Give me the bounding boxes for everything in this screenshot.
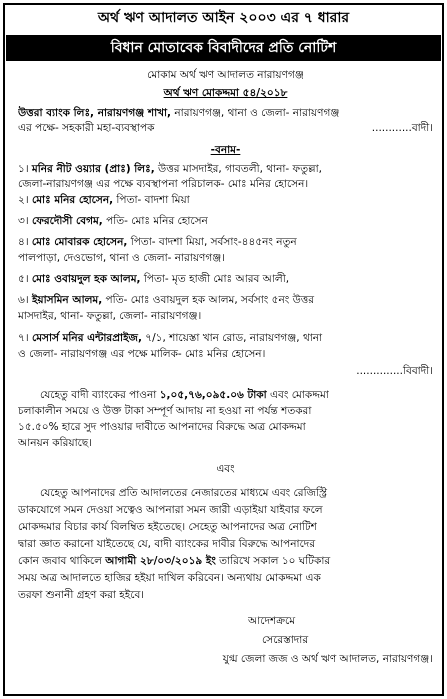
- defendant-6-line-2: মাসদাইর, থানা- ফতুল্লা, জেলা- নারায়ণগঞ্জ।: [18, 310, 202, 322]
- plaintiff-label: ............বাদী।: [371, 122, 433, 134]
- para1-line-1: [40, 388, 433, 403]
- defendant-name: মোঃ মনির হোসেন,: [31, 194, 114, 206]
- para1-text: যেহেতু বাদী ব্যাংকের পাওনা: [40, 389, 160, 401]
- notice-subtitle-banner: বিধান মোতাবেক বিবাদীদের প্রতি নোটিশ: [6, 35, 441, 61]
- signature-by-order: আদেশক্রমে: [248, 615, 296, 627]
- para1-line-4: আনয়ন করিয়াছে।: [18, 437, 92, 449]
- plaintiff-name: উত্তরা ব্যাংক লিঃ, নারায়ণগঞ্জ শাখা,: [18, 107, 172, 119]
- signature-clerk: সেরেস্তাদার: [262, 634, 309, 646]
- para2-text: তারিখে সকাল ১০ ঘটিকার: [215, 555, 331, 567]
- para2-line-5: [18, 554, 433, 569]
- defendant-6: [18, 293, 433, 308]
- defendant-name: মোঃ ওবায়দুল হক আলম,: [31, 273, 141, 285]
- defendant-number: ৪।: [18, 236, 29, 248]
- defendant-detail: পিতা- মৃত হাজী মোঃ আরব আলী,: [140, 273, 290, 285]
- defendant-number: ২।: [18, 194, 29, 206]
- defendant-5: [18, 272, 433, 287]
- para2-text: কোন জবাব থাকিলে: [18, 555, 106, 567]
- para2-line-4: দ্বারা জ্ঞাত করানো যাইতেছে যে, বাদী ব্যাংকের দাবীর বিরুদ্ধে আপনাদের: [18, 538, 316, 550]
- defendant-detail: পিতা- বাদশা মিয়া: [113, 194, 190, 206]
- defendant-2: [18, 193, 433, 208]
- plaintiff-line-2: [18, 121, 433, 136]
- hearing-date: আগামী ২৮/০৩/২০১৯ ইং: [105, 555, 216, 567]
- defendant-number: ৭।: [18, 332, 29, 344]
- para1-text: এবং মোকদ্দমা: [266, 389, 329, 401]
- defendant-detail: পতি- মোঃ ওবায়দুল হক আলম, সর্বসাং ৫নং উত্তর: [102, 294, 315, 306]
- defendant-detail: ৭/১, শায়েস্তা খান রোড, নারায়ণগঞ্জ, থানা: [141, 332, 323, 344]
- defendant-number: ৬।: [18, 294, 29, 306]
- defendant-detail: উত্তর মাসদাইর, গাবতলী, থানা- ফতুল্লা,: [154, 163, 322, 175]
- defendant-label: ..............বিবাদী।: [356, 365, 433, 377]
- para2-line-3: মোকদ্দমার বিচার কার্য বিলম্বিত হইতেছে। সেহেতু আপনাদের অত্র নোটিশ: [18, 521, 317, 533]
- defendant-7: [18, 331, 433, 346]
- defendant-name: মোঃ মোবারক হোসেন,: [31, 236, 128, 248]
- defendant-number: ৫।: [18, 273, 29, 285]
- para2-line-6: সময় অত্র আদালতে হাজির হইয়া দাখিল করিবেন। অন্যথায় মোকদ্দমা এক: [18, 572, 321, 584]
- defendant-detail: পিতা- বাদশা মিয়া, সর্বসাং-৪৪৫নং নতুন: [127, 236, 297, 248]
- defendant-name: ইয়াসমিন আলম,: [31, 294, 103, 306]
- para2-line-7: তরফা শুনানী গ্রহণ করা হইবে।: [18, 589, 145, 601]
- plaintiff-address: নারায়ণগঞ্জ, থানা ও জেলা- নারায়ণগঞ্জ: [171, 107, 340, 119]
- case-number: অর্থ ঋণ মোকদ্দমা ৫৪/২০১৮: [163, 87, 288, 99]
- defendant-name: মনির নীট ওয়্যার (প্রাঃ) লিঃ,: [31, 163, 155, 175]
- para2-line-2: ডাকযোগে সমন দেওয়া সত্বেও আপনারা সমন জারী এড়াইয়া যাইবার ফলে: [18, 504, 323, 516]
- defendant-7-line-2: ও জেলা- নারায়ণগঞ্জ এর পক্ষে মালিক- মোঃ মনির হোসেন।: [18, 348, 266, 360]
- claim-amount: ১,০৫,৭৬,০৯৫.০৬ টাকা: [159, 389, 267, 401]
- defendant-1: [18, 162, 433, 177]
- notice-title: অর্থ ঋণ আদালত আইন ২০০৩ এর ৭ ধারার: [97, 10, 350, 26]
- para1-line-2: চলাকালীন সময়ে ও উক্ত টাকা সম্পূর্ণ আদায় না হওয়া না পর্যন্ত শতকরা: [18, 405, 312, 417]
- defendant-4: [18, 235, 433, 250]
- defendant-number: ১।: [18, 163, 29, 175]
- para1-line-3: ১৫.৫০% হারে সুদ পাওয়ার দাবীতে আপনাদের বিরুদ্ধে অত্র মোকদ্দমা: [18, 421, 306, 433]
- versus-label: -বনাম-: [210, 144, 241, 156]
- defendant-number: ৩।: [18, 215, 29, 227]
- defendant-1-line-2: জেলা-নারায়ণগঞ্জ এর পক্ষে ব্যবস্থাপনা পরিচালক- মোঃ মনির হোসেন।: [18, 178, 309, 190]
- defendant-3: [18, 214, 433, 229]
- defendant-name: ফেরদৌসী বেগম,: [31, 215, 103, 227]
- court-name: মোকাম অর্থ ঋণ আদালত নারায়ণগঞ্জ: [147, 69, 304, 81]
- defendant-name: মেসার্স মনির এন্টারপ্রাইজ,: [31, 332, 142, 344]
- para2-line-1: যেহেতু আপনাদের প্রতি আদালতের নেজারতের মাধ্যমে এবং রেজিস্ট্রি: [40, 487, 327, 499]
- defendant-4-line-2: পালপাড়া, দেওভোগ, থানা ও জেলা- নারায়ণগঞ্জ।: [18, 252, 226, 264]
- signature-court: যুগ্ম জেলা জজ ও অর্থ ঋণ আদালত, নারায়ণগঞ্জ।: [222, 653, 433, 665]
- defendant-detail: পতি- মোঃ মনির হোসেন: [102, 215, 208, 227]
- plaintiff-line-1: [18, 106, 433, 121]
- plaintiff-representative: এর পক্ষে- সহকারী মহা-ব্যবস্থাপক: [18, 122, 155, 134]
- and-separator: এবং: [216, 463, 235, 475]
